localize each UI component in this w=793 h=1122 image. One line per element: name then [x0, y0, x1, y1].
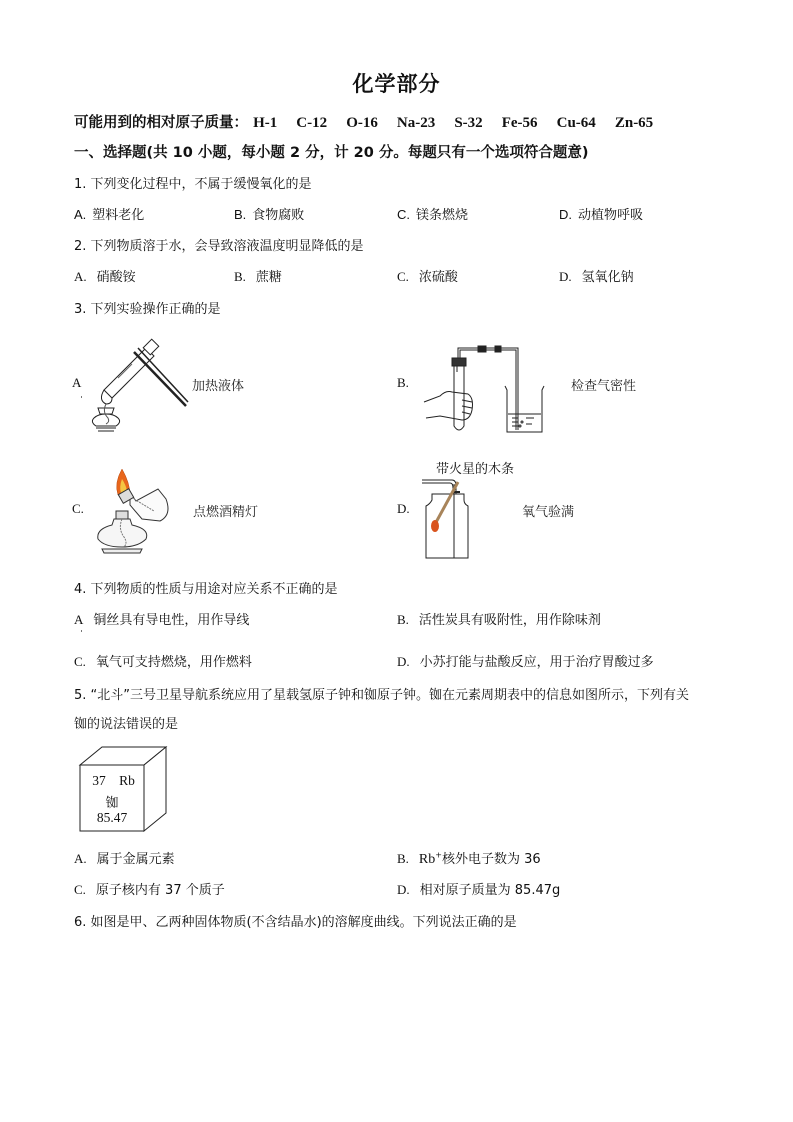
q3-option-c-label: C. [72, 501, 84, 516]
question-6-stem: 6. 如图是甲、乙两种固体物质(不含结晶水)的溶解度曲线。下列说法正确的是 [74, 915, 517, 930]
q1-option-c: C. 镁条燃烧 [397, 207, 469, 223]
atomic-mass-s: S-32 [454, 115, 483, 131]
atomic-mass-zn: Zn-65 [614, 115, 654, 131]
question-2-stem: 2. 下列物质溶于水，会导致溶液温度明显降低的是 [74, 239, 364, 254]
q4-option-a: A 铜丝具有导电性，用作导线 [74, 612, 250, 628]
stray-mark [81, 630, 82, 632]
stray-mark [81, 396, 82, 398]
q3-option-d-caption: 氧气验满 [522, 505, 575, 520]
question-5-stem-line-2: 铷的说法错误的是 [74, 717, 179, 732]
q3-option-d-label: D. [397, 501, 410, 516]
periodic-table-cell-rubidium [72, 745, 172, 835]
atomic-mass: 85.47 [96, 810, 128, 825]
q3-option-b-label: B. [397, 375, 409, 390]
q5-option-a: A. 属于金属元素 [74, 851, 175, 867]
q4-option-d: D. 小苏打能与盐酸反应，用于治疗胃酸过多 [397, 654, 654, 670]
q2-option-a: A. 硝酸铵 [74, 269, 136, 285]
heating-liquid-figure [88, 338, 192, 434]
atomic-mass-cu: Cu-64 [556, 115, 596, 131]
question-3-stem: 3. 下列实验操作正确的是 [74, 302, 221, 317]
q3-option-c-caption: 点燃酒精灯 [193, 505, 259, 520]
question-5-stem-line-1: 5. “北斗”三号卫星导航系统应用了星载氢原子钟和铷原子钟。铷在元素周期表中的信息如图所示，下列有关 [74, 688, 690, 703]
atomic-number: 37 [92, 773, 106, 788]
atomic-masses-line [74, 111, 667, 132]
q4-option-c: C. 氧气可支持燃烧，用作燃料 [74, 654, 252, 670]
q2-option-b: B. 蔗糖 [234, 269, 282, 285]
atomic-mass-na: Na-23 [396, 115, 436, 131]
q2-option-d: D. 氢氧化钠 [559, 269, 634, 285]
q1-option-a: A. 塑料老化 [74, 207, 145, 223]
q3-option-a-caption: 加热液体 [192, 379, 245, 394]
q5-option-b: B. Rb+核外电子数为 36 [397, 850, 541, 867]
q3-option-a-label: A [72, 375, 82, 390]
question-1-stem: 1. 下列变化过程中，不属于缓慢氧化的是 [74, 177, 312, 192]
q3-option-b-caption: 检查气密性 [571, 379, 637, 394]
section-heading: 一、选择题(共 10 小题，每小题 2 分，计 20 分。每题只有一个选项符合题意) [74, 145, 589, 161]
element-name: 铷 [105, 796, 119, 811]
atomic-mass-h: H-1 [253, 115, 278, 131]
question-4-stem: 4. 下列物质的性质与用途对应关系不正确的是 [74, 582, 338, 597]
atomic-mass-o: O-16 [346, 115, 378, 131]
lighting-alcohol-lamp-figure [92, 465, 174, 555]
atomic-mass-fe: Fe-56 [501, 115, 538, 131]
airtightness-check-figure [422, 340, 552, 436]
atomic-mass-c: C-12 [296, 115, 328, 131]
q2-option-c: C. 浓硫酸 [397, 269, 458, 285]
q5-option-c: C. 原子核内有 37 个质子 [74, 882, 225, 898]
ember-icon [431, 520, 439, 532]
q3-option-d-figure-caption: 带火星的木条 [436, 462, 515, 477]
page-title: 化学部分 [352, 72, 441, 96]
q1-option-d: D. 动植物呼吸 [559, 207, 644, 223]
q4-option-b: B. 活性炭具有吸附性，用作除味剂 [397, 612, 601, 628]
q5-option-d: D. 相对原子质量为 85.47g [397, 882, 561, 898]
q1-option-b: B. 食物腐败 [234, 207, 305, 223]
element-symbol: Rb [119, 773, 135, 788]
atomic-masses-label: 可能用到的相对原子质量： [74, 115, 248, 131]
oxygen-full-test-figure [418, 474, 474, 560]
